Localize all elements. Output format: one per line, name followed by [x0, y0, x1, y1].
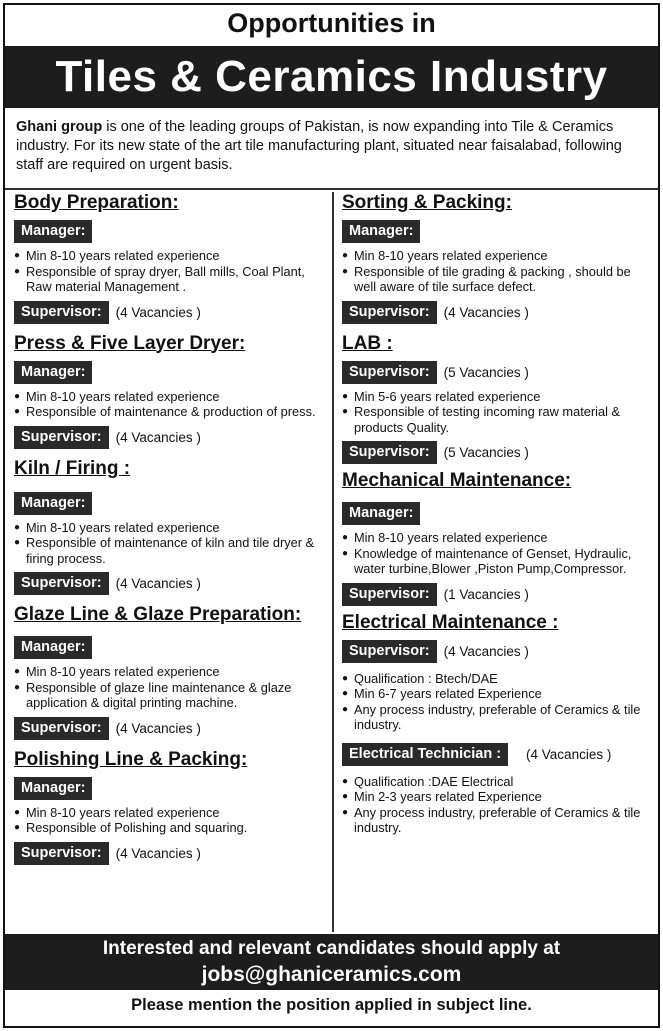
vacancy-count: (4 Vacancies ): [526, 746, 612, 762]
column-divider: [332, 192, 334, 932]
requirements-list: [14, 248, 332, 295]
list-item: ● Min 5-6 years related experience: [342, 389, 654, 405]
intro-paragraph: [16, 118, 646, 175]
list-item: ● Min 8-10 years related experience: [14, 389, 332, 405]
right-column: [342, 192, 654, 836]
section-title-sorting: Sorting & Packing:: [342, 192, 512, 213]
requirements-list: [14, 389, 332, 420]
manager-label: Manager:: [14, 492, 92, 515]
manager-label: Manager:: [342, 502, 420, 525]
requirements-list: [342, 389, 654, 436]
requirements-list: [342, 671, 654, 733]
subject-line-note: Please mention the position applied in subject line.: [131, 996, 532, 1014]
list-item: ● Responsible of testing incoming raw material & products Quality.: [342, 404, 654, 435]
supervisor-label: Supervisor:: [14, 717, 109, 740]
vacancy-count: (1 Vacancies ): [443, 586, 529, 602]
list-item: ● Any process industry, preferable of Ceramics & tile industry.: [342, 702, 654, 733]
requirements-list: [14, 805, 332, 836]
manager-label: Manager:: [14, 361, 92, 384]
requirements-list: [14, 520, 332, 567]
list-item: ● Min 8-10 years related experience: [342, 248, 654, 264]
electrical-technician-label: Electrical Technician :: [342, 743, 508, 766]
list-item: ● Min 8-10 years related experience: [14, 664, 332, 680]
apply-email: jobs@ghaniceramics.com: [201, 963, 462, 986]
list-item: ● Min 8-10 years related experience: [342, 530, 654, 546]
vacancy-count: (4 Vacancies ): [115, 304, 201, 320]
apply-text: Interested and relevant candidates should apply at: [102, 938, 561, 959]
supervisor-label: Supervisor:: [14, 842, 109, 865]
list-item: ● Responsible of spray dryer, Ball mills, Coal Plant, Raw material Management .: [14, 264, 332, 295]
list-item: ● Min 8-10 years related experience: [14, 248, 332, 264]
requirements-list: [342, 774, 654, 836]
section-title-lab: LAB :: [342, 332, 393, 354]
supervisor-label: Supervisor:: [14, 572, 109, 595]
requirements-list: [14, 664, 332, 711]
section-title-polishing: Polishing Line & Packing:: [14, 748, 248, 770]
supervisor-label: Supervisor:: [342, 441, 437, 464]
manager-label: Manager:: [342, 220, 420, 243]
top-title: Opportunities in: [227, 8, 436, 38]
list-item: ● Responsible of tile grading & packing , should be well aware of tile surface defect.: [342, 264, 654, 295]
manager-label: Manager:: [14, 636, 92, 659]
list-item: ● Min 2-3 years related Experience: [342, 789, 654, 805]
supervisor-label: Supervisor:: [342, 301, 437, 324]
section-title-kiln: Kiln / Firing :: [14, 457, 131, 479]
vacancy-count: (5 Vacancies ): [443, 364, 529, 380]
list-item: ● Qualification :DAE Electrical: [342, 774, 654, 790]
manager-label: Manager:: [14, 777, 92, 800]
banner-title: Tiles & Ceramics Industry: [5, 46, 658, 108]
list-item: ● Qualification : Btech/DAE: [342, 671, 654, 687]
list-item: ● Any process industry, preferable of Ceramics & tile industry.: [342, 805, 654, 836]
supervisor-label: Supervisor:: [14, 301, 109, 324]
list-item: ● Responsible of Polishing and squaring.: [14, 820, 332, 836]
intro-text: is one of the leading groups of Pakistan, is now expanding into Tile & Ceramics industry. For its new state of the art tile manufacturing plant, situated near faisalabad, following staff are required on urgent basis.: [16, 119, 622, 173]
supervisor-label: Supervisor:: [14, 426, 109, 449]
intro-divider: [5, 188, 658, 190]
list-item: ● Min 8-10 years related experience: [14, 520, 332, 536]
vacancy-count: (4 Vacancies ): [115, 429, 201, 445]
left-column: [14, 192, 332, 865]
list-item: ● Min 6-7 years related Experience: [342, 686, 654, 702]
list-item: ● Knowledge of maintenance of Genset, Hydraulic, water turbine,Blower ,Piston Pump,Compressor.: [342, 546, 654, 577]
vacancy-count: (4 Vacancies ): [443, 304, 529, 320]
section-title-mechanical: Mechanical Maintenance:: [342, 470, 572, 491]
apply-banner: [5, 934, 658, 990]
vacancy-count: (4 Vacancies ): [115, 720, 201, 736]
section-title-electrical: Electrical Maintenance :: [342, 611, 559, 633]
vacancy-count: (4 Vacancies ): [115, 845, 201, 861]
supervisor-label: Supervisor:: [342, 583, 437, 606]
manager-label: Manager:: [14, 220, 92, 243]
list-item: ● Responsible of maintenance of kiln and tile dryer & firing process.: [14, 535, 332, 566]
requirements-list: [342, 248, 654, 295]
list-item: ● Responsible of maintenance & production of press.: [14, 404, 332, 420]
list-item: ● Min 8-10 years related experience: [14, 805, 332, 821]
section-title-glaze: Glaze Line & Glaze Preparation:: [14, 604, 302, 625]
supervisor-label: Supervisor:: [342, 361, 437, 384]
requirements-list: [342, 530, 654, 577]
section-title-press: Press & Five Layer Dryer:: [14, 332, 246, 354]
section-title-body-preparation: Body Preparation:: [14, 192, 179, 213]
vacancy-count: (4 Vacancies ): [115, 576, 201, 591]
vacancy-count: (5 Vacancies ): [443, 445, 529, 460]
company-name: Ghani group: [16, 119, 103, 135]
list-item: ● Responsible of glaze line maintenance & glaze application & digital printing machine.: [14, 680, 332, 711]
supervisor-label: Supervisor:: [342, 640, 437, 663]
vacancy-count: (4 Vacancies ): [443, 643, 529, 659]
